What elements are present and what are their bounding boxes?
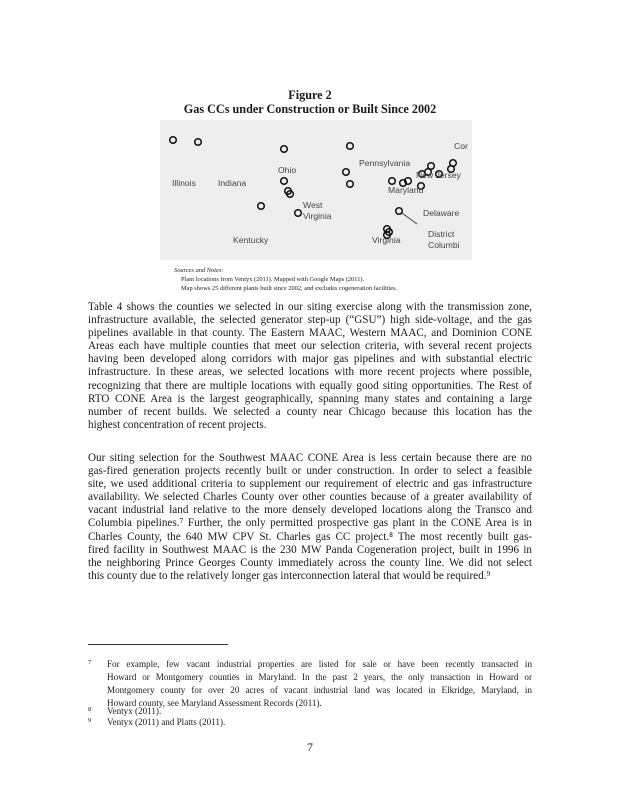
- footnote-line: Howard county, see Maryland Assessment Records (2011).: [107, 698, 322, 709]
- body-paragraph-2: [88, 452, 532, 583]
- footnote-marker: 8: [88, 706, 92, 713]
- plant-marker: [281, 178, 288, 185]
- text-line: gas-fired generation projects recently built or under construction. In order to select a feasible: [88, 465, 532, 478]
- plant-marker: [170, 137, 177, 144]
- map-svg: [160, 120, 472, 260]
- sources-notes-heading: Sources and Notes:: [174, 267, 224, 274]
- text-line: the neighboring Prince Georges County immediately across the county line. We did not select: [88, 556, 532, 569]
- footnote-separator: [88, 644, 228, 645]
- footnote-line: Howard or Montgomery counties in Maryland. In the past 2 years, the only transaction in Howard or: [107, 672, 532, 683]
- page-number: 7: [307, 740, 313, 754]
- text-line: having been developed along corridors with major gas pipelines and with substantial electric: [88, 353, 532, 366]
- footnote-line: Ventyx (2011).: [107, 706, 162, 716]
- footnote-marker: 9: [88, 717, 92, 724]
- text-line: site, we used additional criteria to supplement our requirement of electric and gas infrastructure: [88, 478, 532, 491]
- footnote-marker: 7: [88, 659, 92, 666]
- sources-notes-line: Map shows 25 different plants built since 2002, and excludes cogeneration facilities.: [181, 285, 398, 292]
- text-line: RTO CONE Area is the largest geographically, spanning many states and containing a large: [88, 392, 532, 405]
- plant-marker: [195, 139, 202, 146]
- figure-title: Gas CCs under Construction or Built Since 2002: [183, 102, 437, 116]
- text-line: highest concentration of recent projects.: [88, 418, 267, 431]
- plant-marker: [343, 169, 350, 176]
- text-line: recognizing that there are multiple locations with equally good siting opportunities. The Rest of: [88, 379, 532, 392]
- plant-marker: [258, 203, 265, 210]
- text-line: Columbia pipelines.⁷ Further, the only permitted prospective gas plant in the CONE Area is in: [88, 517, 532, 530]
- state-label-west-virginia: Virginia: [303, 211, 332, 221]
- state-label-district: District: [428, 229, 455, 239]
- text-line: Our siting selection for the Southwest MAAC CONE Area is less certain because there are no: [88, 452, 532, 464]
- footnote-line: Montgomery county for over 20 acres of vacant industrial land was located in Elkridge, Maryland, in: [107, 685, 532, 696]
- state-label-virginia: Virginia: [372, 235, 401, 245]
- text-line: Charles County, the 640 MW CPV St. Charles gas CC project.⁸ The most recently built gas-: [88, 530, 532, 543]
- text-line: number of recent builds. We selected a county near Chicago because this location has the: [88, 405, 532, 418]
- text-line: Areas each have multiple counties that meet our selection criteria, with several recent projects: [88, 340, 532, 353]
- plant-location-map: [160, 120, 472, 260]
- text-line: fired facility in Southwest MAAC is the 230 MW Panda Cogeneration project, built in 1996 in: [88, 543, 532, 556]
- state-label-new-jersey: New Jersey: [416, 170, 461, 180]
- footnote-line: For example, few vacant industrial properties are listed for sale or have been recently transacted in: [107, 659, 532, 669]
- state-label-ohio: Ohio: [278, 165, 297, 175]
- plant-marker: [281, 146, 288, 153]
- state-label-illinois: Illinois: [172, 178, 196, 188]
- plant-marker: [347, 143, 354, 150]
- state-label-kentucky: Kentucky: [233, 235, 269, 245]
- body-paragraph-1: [88, 301, 532, 432]
- text-line: Table 4 shows the counties we selected in our siting exercise along with the transmission zone,: [88, 301, 532, 313]
- district-columbia-pointer: [402, 213, 417, 224]
- text-line: this county due to the relatively longer gas interconnection lateral that would be required.⁹: [88, 569, 491, 582]
- footnote-line: Ventyx (2011) and Platts (2011).: [107, 717, 226, 727]
- sources-notes-line: Plant locations from Ventyx (2011). Mapped with Google Maps (2011).: [181, 276, 365, 283]
- plant-marker: [396, 208, 403, 215]
- text-line: vacant industrial land relative to the more densely developed locations along the Transco and: [88, 504, 532, 517]
- text-line: infrastructure available, the selected generator step-up (“GSU”) high side-voltage, and the gas: [88, 314, 532, 327]
- state-label-indiana: Indiana: [218, 178, 247, 188]
- state-label-connecticut: Cor: [454, 141, 468, 151]
- plant-marker: [295, 210, 302, 217]
- state-label-columbia: Columbi: [428, 240, 460, 250]
- text-line: infrastructure. In these areas, we selected locations with more recent projects where possible,: [88, 366, 532, 379]
- state-label-delaware: Delaware: [423, 208, 460, 218]
- state-label-west: West: [303, 200, 323, 210]
- plant-marker: [389, 178, 396, 185]
- state-label-maryland: Maryland: [388, 185, 424, 195]
- text-line: availability. We selected Charles County over other counties because of a greater availability of: [88, 491, 532, 504]
- state-label-pennsylvania: Pennsylvania: [359, 158, 411, 168]
- figure-number: Figure 2: [288, 88, 332, 102]
- plant-marker: [347, 181, 354, 188]
- text-line: pipelines available in that county. The Eastern MAAC, Western MAAC, and Dominion CONE: [88, 327, 532, 340]
